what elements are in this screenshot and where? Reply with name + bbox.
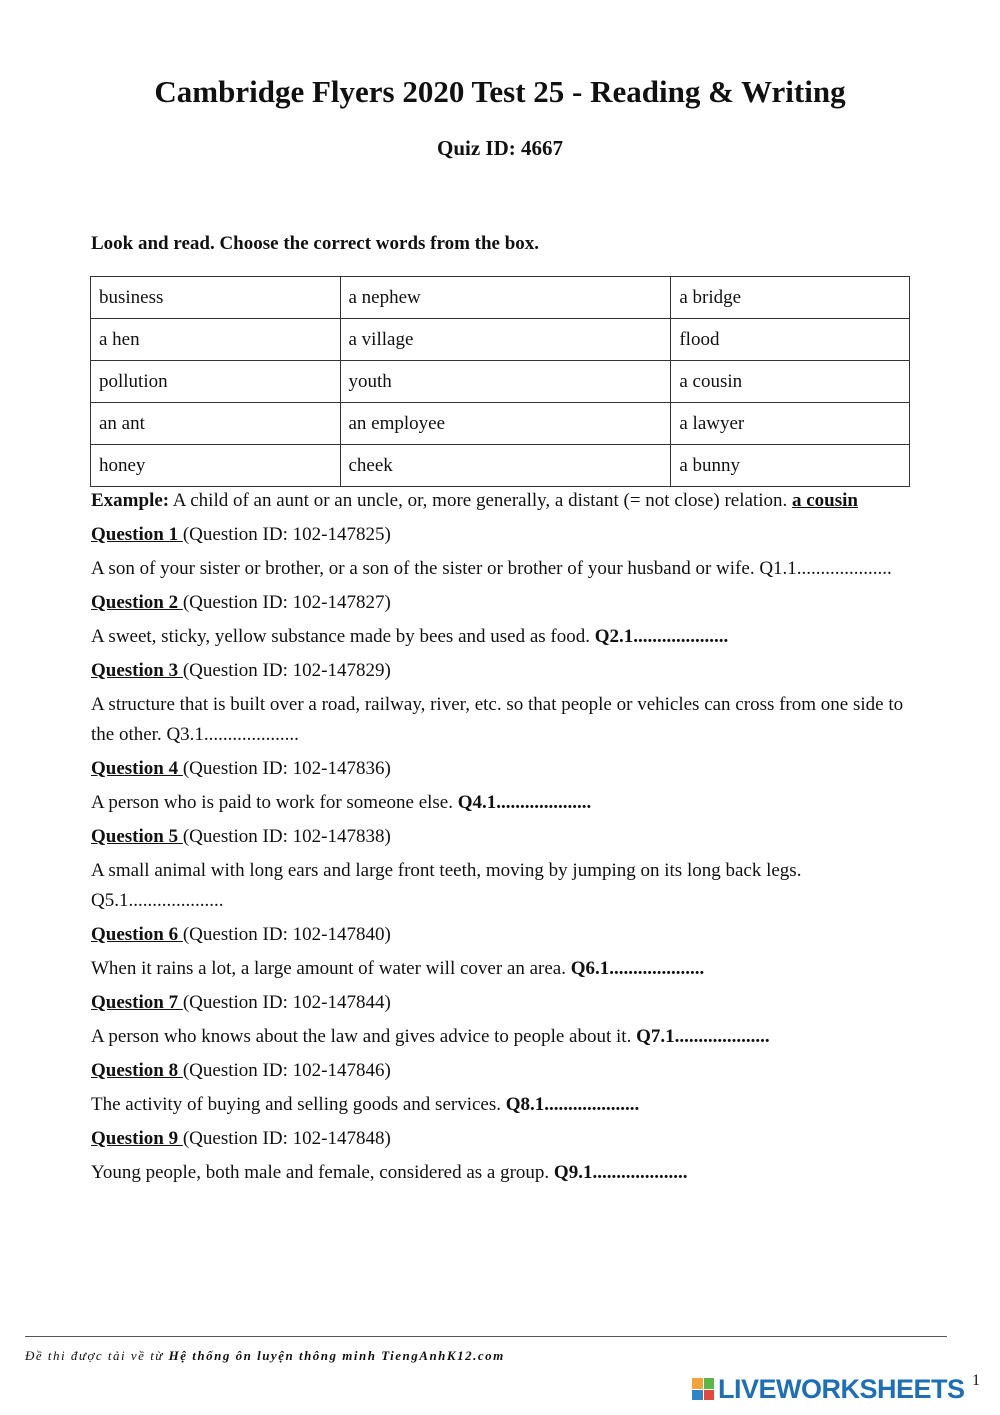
question-4-text <box>91 788 911 818</box>
question-3-label: Question 3 <box>91 660 183 681</box>
footer-prefix: Đề thi được tải về từ <box>25 1348 169 1363</box>
word-box-cell: a hen <box>91 319 341 361</box>
logo-square <box>692 1378 703 1389</box>
question-4-blank[interactable]: Q4.1.................... <box>457 792 592 813</box>
question-6-id: (Question ID: 102-147840) <box>182 924 391 945</box>
question-1-label: Question 1 <box>91 524 183 545</box>
question-4-id: (Question ID: 102-147836) <box>182 758 391 779</box>
quiz-id: Quiz ID: 4667 <box>437 136 563 160</box>
question-5-id: (Question ID: 102-147838) <box>182 826 391 847</box>
question-7-prompt: A person who knows about the law and gives advice to people about it. <box>91 1026 637 1047</box>
footer-source-name: Hệ thống ôn luyện thông minh TiengAnhK12.com <box>168 1348 505 1363</box>
instruction: Look and read. Choose the correct words from the box. <box>91 233 540 254</box>
question-2-prompt: A sweet, sticky, yellow substance made by bees and used as food. <box>91 626 595 647</box>
footer-source <box>25 1348 505 1364</box>
question-6-text <box>91 954 911 984</box>
question-9-text <box>91 1158 911 1188</box>
question-4-prompt: A person who is paid to work for someone else. <box>91 792 458 813</box>
word-box-table <box>90 276 910 487</box>
question-7-id: (Question ID: 102-147844) <box>182 992 391 1013</box>
question-6-label: Question 6 <box>91 924 183 945</box>
question-7-blank[interactable]: Q7.1.................... <box>636 1026 770 1047</box>
word-box-row <box>91 277 910 319</box>
question-7-label: Question 7 <box>91 992 183 1013</box>
question-4-header <box>91 754 911 784</box>
example-answer: a cousin <box>791 490 858 511</box>
word-box-cell: honey <box>91 445 341 487</box>
question-6-header <box>91 920 911 950</box>
question-5-header <box>91 822 911 852</box>
example-text: A child of an aunt or an uncle, or, more generally, a distant (= not close) relation. <box>169 490 792 511</box>
question-8-header <box>91 1056 911 1086</box>
question-7-text <box>91 1022 911 1052</box>
logo-square <box>704 1378 715 1389</box>
word-box-row <box>91 319 910 361</box>
question-2-id: (Question ID: 102-147827) <box>182 592 391 613</box>
question-3-blank[interactable]: Q3.1.................... <box>166 724 299 745</box>
page-number: 1 <box>972 1372 980 1389</box>
question-1-text <box>91 554 911 584</box>
liveworksheets-brand[interactable] <box>692 1374 965 1404</box>
word-box-cell: a lawyer <box>671 403 910 445</box>
question-1-header <box>91 520 911 550</box>
question-9-label: Question 9 <box>91 1128 183 1149</box>
question-8-blank[interactable]: Q8.1.................... <box>505 1094 640 1115</box>
question-1-blank[interactable]: Q1.1.................... <box>759 558 892 579</box>
question-9-blank[interactable]: Q9.1.................... <box>553 1162 688 1183</box>
logo-square <box>692 1390 703 1401</box>
footer-divider <box>25 1336 947 1337</box>
word-box-cell: a bridge <box>671 277 910 319</box>
question-8-prompt: The activity of buying and selling goods and services. <box>91 1094 506 1115</box>
word-box-cell: a nephew <box>340 277 671 319</box>
question-2-label: Question 2 <box>91 592 183 613</box>
word-box-row <box>91 361 910 403</box>
question-2-header <box>91 588 911 618</box>
question-6-prompt: When it rains a lot, a large amount of water will cover an area. <box>91 958 571 979</box>
question-3-id: (Question ID: 102-147829) <box>182 660 391 681</box>
word-box-cell: pollution <box>91 361 341 403</box>
question-5-prompt: A small animal with long ears and large front teeth, moving by jumping on its long back legs. <box>91 860 802 881</box>
question-6-blank[interactable]: Q6.1.................... <box>570 958 705 979</box>
question-9-header <box>91 1124 911 1154</box>
word-box-row <box>91 403 910 445</box>
question-2-text <box>91 622 911 652</box>
word-box-cell: cheek <box>340 445 671 487</box>
question-5-text <box>91 856 911 916</box>
question-2-blank[interactable]: Q2.1.................... <box>594 626 729 647</box>
question-8-label: Question 8 <box>91 1060 183 1081</box>
brand-name: LIVEWORKSHEETS <box>718 1373 965 1404</box>
question-9-id: (Question ID: 102-147848) <box>182 1128 391 1149</box>
word-box-cell: a bunny <box>671 445 910 487</box>
liveworksheets-logo-icon <box>692 1378 714 1400</box>
questions-section <box>91 486 911 1188</box>
page-title: Cambridge Flyers 2020 Test 25 - Reading & Writing <box>154 74 846 109</box>
question-5-blank[interactable]: Q5.1.................... <box>91 890 224 911</box>
question-9-prompt: Young people, both male and female, considered as a group. <box>91 1162 554 1183</box>
question-3-text <box>91 690 911 750</box>
word-box-cell: a cousin <box>671 361 910 403</box>
example <box>91 486 911 516</box>
example-label: Example: <box>91 490 170 511</box>
question-3-prompt: A structure that is built over a road, railway, river, etc. so that people or vehicles can cross from one side to the other. <box>91 694 904 745</box>
question-1-prompt: A son of your sister or brother, or a son of the sister or brother of your husband or wife. <box>91 558 760 579</box>
logo-square <box>704 1390 715 1401</box>
word-box-cell: a village <box>340 319 671 361</box>
word-box-cell: business <box>91 277 341 319</box>
word-box-cell: an employee <box>340 403 671 445</box>
question-8-id: (Question ID: 102-147846) <box>182 1060 391 1081</box>
question-1-id: (Question ID: 102-147825) <box>182 524 391 545</box>
question-7-header <box>91 988 911 1018</box>
word-box-cell: youth <box>340 361 671 403</box>
question-5-label: Question 5 <box>91 826 183 847</box>
question-8-text <box>91 1090 911 1120</box>
question-3-header <box>91 656 911 686</box>
word-box-cell: flood <box>671 319 910 361</box>
word-box-cell: an ant <box>91 403 341 445</box>
question-4-label: Question 4 <box>91 758 183 779</box>
word-box-row <box>91 445 910 487</box>
